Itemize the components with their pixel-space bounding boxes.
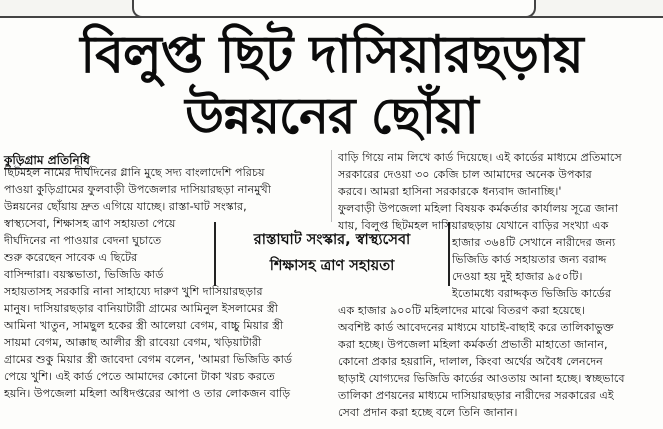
col1-line: পেয়ে খুশি। এই কার্ড পেতে আমাদের কোনো টাকা খরচ করতে	[4, 370, 275, 383]
col1-line: উন্নয়নের ছোঁয়ায় দ্রুত এগিয়ে যাচ্ছে। রাস্তা-ঘাট সংস্কার,	[4, 200, 247, 213]
byline: কুড়িগ্রাম প্রতিনিধি	[4, 153, 90, 167]
col1-line: সহায়তাসহ সরকারি নানা সাহায্যে দারুণ খুশি দাসিয়ারছড়ার	[4, 285, 263, 298]
col2-line: ভিজিডি কার্ড সহায়তার জন্য বরাদ্দ	[452, 253, 607, 266]
col1-line: আমিনা খাতুন, সামছুল হকের স্ত্রী আলেয়া বেগম, বাচ্চু মিয়ার স্ত্রী	[4, 319, 284, 332]
col2-line: অবশিষ্ট কার্ড আবেদনের মাধ্যমে যাচাই-বাছাই করে তালিকাভুক্ত	[338, 321, 614, 334]
pull-quote-line-1: রাস্তাঘাট সংস্কার, স্বাস্থ্যসেবা	[253, 232, 411, 248]
col2-line: করবে। আমরা হাসিনা সরকারকে ধন্যবাদ জানাচ্ছি।'	[338, 185, 562, 198]
headline-line-1: বিলুপ্ত ছিট দাসিয়ারছড়ায়	[80, 25, 583, 85]
col1-line: হয়নি। উপজেলা মহিলা অধিদপ্তরের আপা ও তার লোকজন বাড়ি	[4, 387, 291, 400]
col2-line: বাড়ি গিয়ে নাম লিখে কার্ড দিয়েছে। এই কার্ডের মাধ্যমে প্রতিমাসে	[338, 151, 622, 164]
col1-line: দীর্ঘদিনের না পাওয়ার বেদনা ঘুচাতে	[4, 234, 162, 247]
col1-line: সায়মা বেগম, আক্কাছ আলীর স্ত্রী রাবেয়া বেগম, খড়িয়াটারী	[4, 336, 262, 349]
col1-line: ছিটমহল নামের দীর্ঘদিনের গ্লানি মুছে সদ্য বাংলাদেশি পরিচয়	[4, 166, 265, 179]
col2-line: দেওয়া হয় দুই হাজার ৯৫০টি।	[452, 270, 583, 283]
pull-quote-line-2: শিক্ষাসহ ত্রাণ সহায়তা	[269, 258, 395, 274]
headline-line-2: উন্নয়নের ছোঁয়া	[185, 87, 478, 145]
col1-line: পাওয়া কুড়িগ্রামের ফুলবাড়ী উপজেলার দাসিয়ারছড়া নানমুখী	[4, 183, 271, 196]
col1-line: শুরু করেছেন সাবেক এ ছিটের	[4, 251, 138, 264]
col2-line: কোনো প্রকার হয়রানি, দালাল, কিংবা অর্থের অবৈধ লেনদেন	[338, 355, 603, 368]
col1-line: গ্রামের শুকু মিয়ার স্ত্রী জাবেদা বেগম বলেন, 'আমরা ভিজিডি কার্ড	[4, 353, 293, 366]
col1-line: বাসিন্দারা। বয়স্কভাতা, ভিজিডি কার্ড	[4, 268, 164, 281]
col1-line: স্বাস্থ্যসেবা, শিক্ষাসহ ত্রাণ সহায়তা পেয়ে	[4, 217, 176, 230]
column-rule	[331, 150, 332, 222]
col1-line: মানুষ। দাসিয়ারছড়ার বানিয়াটারী গ্রামের আমিনুল ইসলামের স্ত্রী	[4, 302, 278, 315]
col2-line: ফুলবাড়ী উপজেলা মহিলা বিষয়ক কর্মকর্তার কার্যালয় সূত্রে জানা	[338, 202, 618, 215]
col2-line: তালিকা প্রণয়নের মাধ্যমে দাসিয়ারছড়ার নারীদের সরকারের এই	[338, 389, 614, 402]
col2-line: যায়, বিলুপ্ত ছিটমহল দাসিয়ারছড়ায় যেখানে বাড়ির সংখ্যা এক	[338, 219, 609, 232]
col2-line: করা হচ্ছে। উপজেলা মহিলা কর্মকর্তা প্রভাতী মাহাতো জানান,	[338, 338, 608, 351]
col2-line: ইতোমধ্যে বরাদ্দকৃত ভিজিডি কার্ডের	[452, 287, 612, 300]
top-frame-tab	[132, 0, 536, 18]
col2-line: সেবা প্রদান করা হচ্ছে বলে তিনি জানান।	[338, 406, 518, 419]
col2-line: হাজার ৩৬৪টি সেখানে নারীদের জন্য	[452, 236, 616, 249]
col2-line: ছাড়াই যোগ্যদের ভিজিডি কার্ডের আওতায় আনা হচ্ছে। স্বচ্ছভাবে	[338, 372, 625, 385]
col2-line: সরকারের দেওয়া ৩০ কেজি চাল আমাদের অনেক উপকার	[338, 168, 592, 181]
col2-line: এক হাজার ৯০০টি মহিলাদের মাঝে বিতরণ করা হয়েছে।	[338, 304, 585, 317]
